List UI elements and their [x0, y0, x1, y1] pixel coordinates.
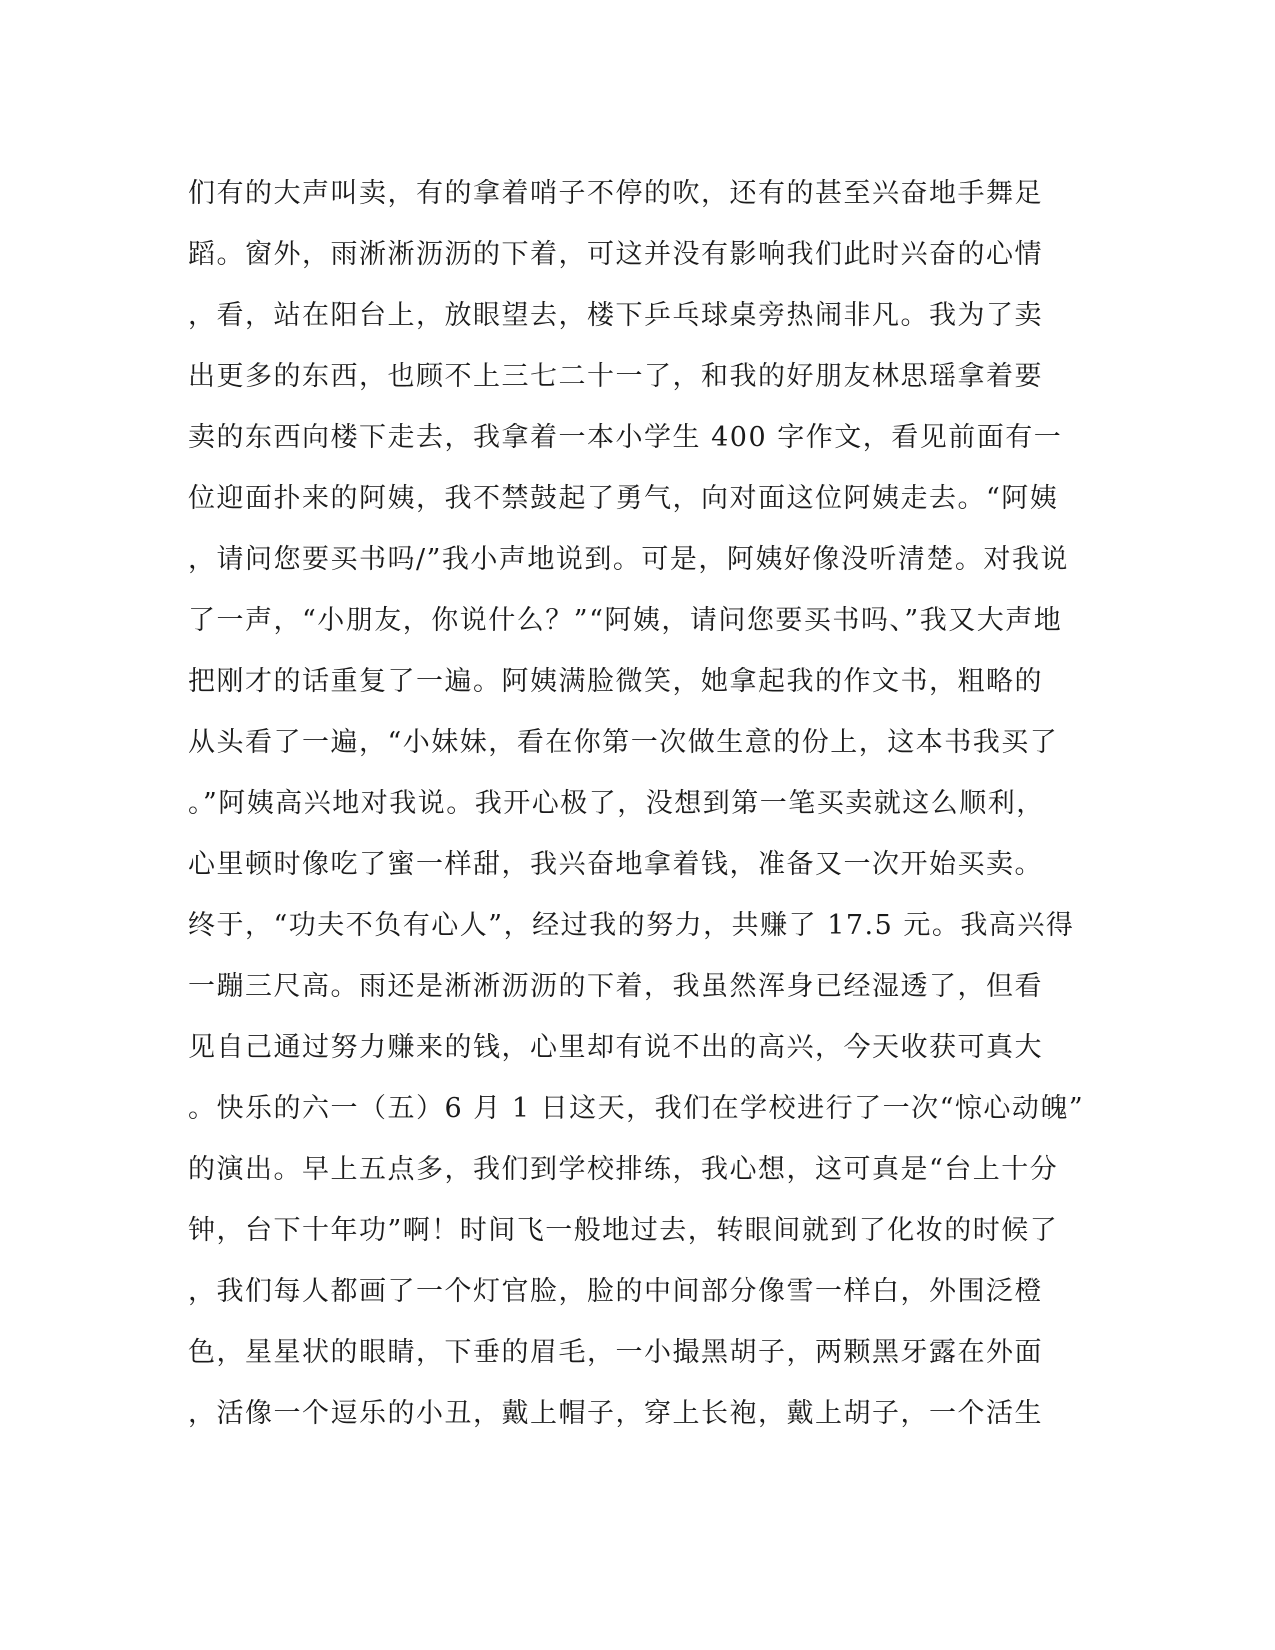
text-line: ，我们每人都画了一个灯官脸，脸的中间部分像雪一样白，外围泛橙	[188, 1276, 1043, 1307]
text-line: 钟，台下十年功”啊！时间飞一般地过去，转眼间就到了化妆的时候了	[188, 1215, 1059, 1246]
text-line: 。”阿姨高兴地对我说。我开心极了，没想到第一笔买卖就这么顺利，	[188, 788, 1045, 819]
text-line: 色，星星状的眼睛，下垂的眉毛，一小撮黑胡子，两颗黑牙露在外面	[188, 1337, 1043, 1368]
text-line: 蹈。窗外，雨淅淅沥沥的下着，可这并没有影响我们此时兴奋的心情	[188, 239, 1043, 270]
text-line: 心里顿时像吃了蜜一样甜，我兴奋地拿着钱，准备又一次开始买卖。	[188, 849, 1043, 880]
text-line: ，看，站在阳台上，放眼望去，楼下乒乓球桌旁热闹非凡。我为了卖	[188, 300, 1043, 331]
text-line: 。快乐的六一（五）6 月 1 日这天，我们在学校进行了一次“惊心动魄”	[188, 1093, 1085, 1124]
text-line: ，请问您要买书吗/”我小声地说到。可是，阿姨好像没听清楚。对我说	[188, 544, 1069, 575]
text-line: 把刚才的话重复了一遍。阿姨满脸微笑，她拿起我的作文书，粗略的	[188, 666, 1043, 697]
text-line: 了一声，“小朋友，你说什么？”“阿姨，请问您要买书吗、”我又大声地	[188, 605, 1063, 636]
text-line: ，活像一个逗乐的小丑，戴上帽子，穿上长袍，戴上胡子，一个活生	[188, 1398, 1043, 1429]
text-line: 们有的大声叫卖，有的拿着哨子不停的吹，还有的甚至兴奋地手舞足	[188, 178, 1043, 209]
text-line: 卖的东西向楼下走去，我拿着一本小学生 400 字作文，看见前面有一	[188, 422, 1063, 453]
text-line: 的演出。早上五点多，我们到学校排练，我心想，这可真是“台上十分	[188, 1154, 1059, 1185]
text-line: 见自己通过努力赚来的钱，心里却有说不出的高兴，今天收获可真大	[188, 1032, 1043, 1063]
text-line: 终于，“功夫不负有心人”，经过我的努力，共赚了 17.5 元。我高兴得	[188, 910, 1075, 941]
text-line: 位迎面扑来的阿姨，我不禁鼓起了勇气，向对面这位阿姨走去。“阿姨	[188, 483, 1059, 514]
text-line: 出更多的东西，也顾不上三七二十一了，和我的好朋友林思瑶拿着要	[188, 361, 1043, 392]
body-text	[188, 163, 1085, 1444]
text-line: 从头看了一遍，“小妹妹，看在你第一次做生意的份上，这本书我买了	[188, 727, 1059, 758]
text-line: 一蹦三尺高。雨还是淅淅沥沥的下着，我虽然浑身已经湿透了，但看	[188, 971, 1043, 1002]
